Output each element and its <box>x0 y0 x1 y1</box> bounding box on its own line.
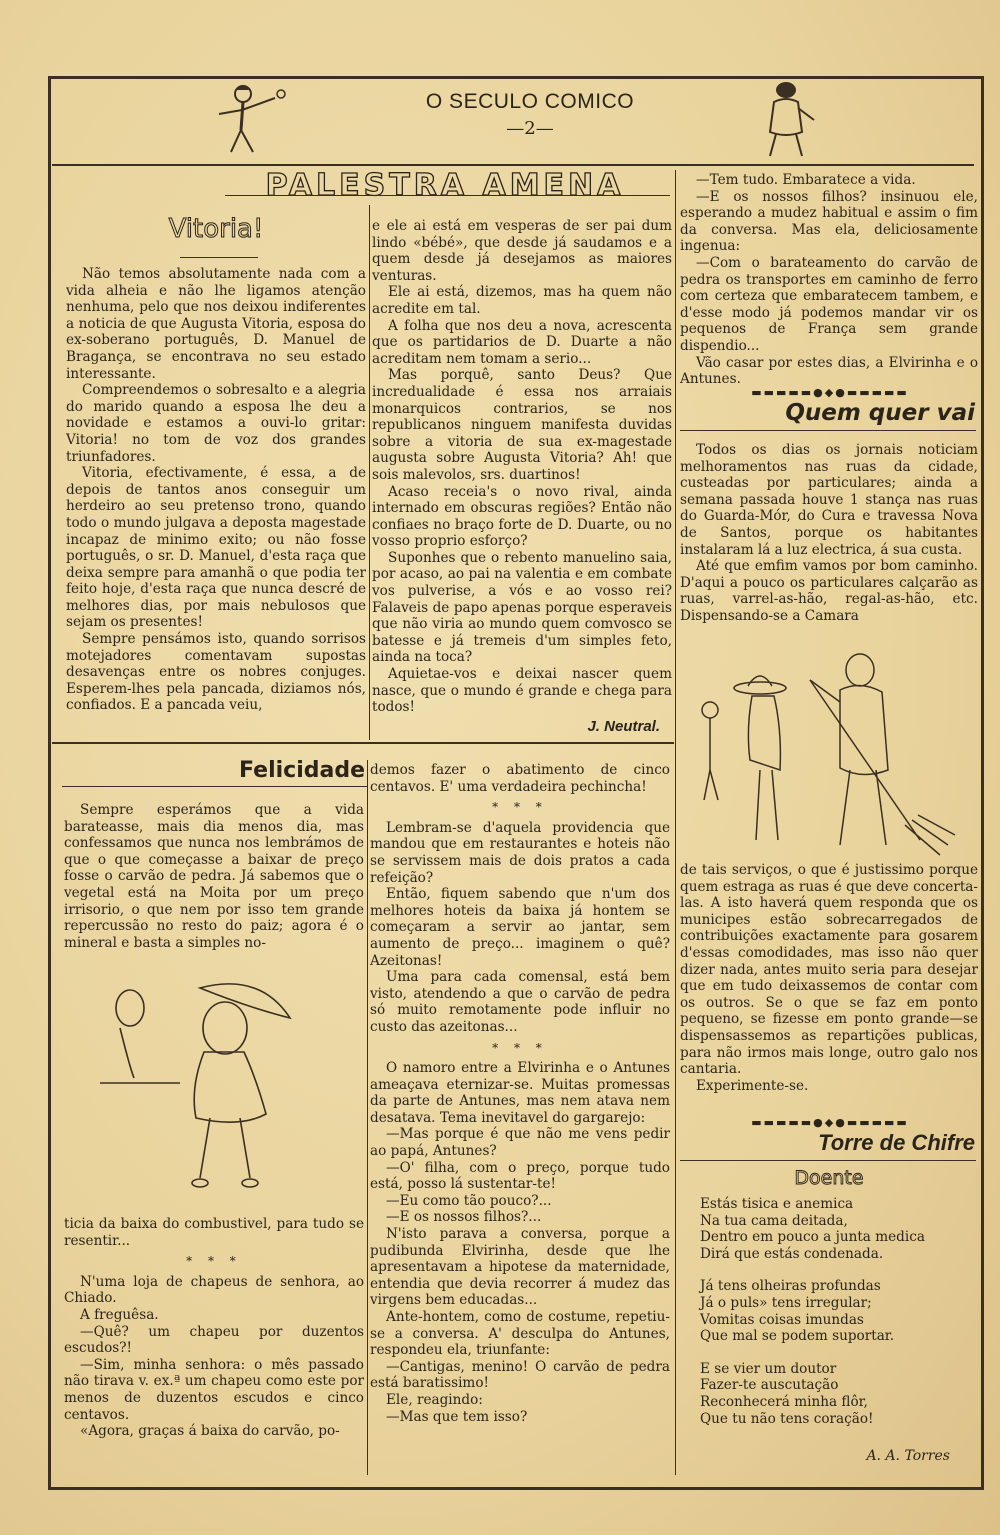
paragraph: —Sim, minha senhora: o mês passado não tirava v. ex.ª um chapeu como este por menos de duzentos escudos e cinco centavos. <box>64 1356 364 1423</box>
paragraph: —Quê? um chapeu por duzentos escudos?! <box>64 1323 364 1357</box>
header-right-figure <box>752 76 822 160</box>
column-rule <box>367 760 368 1475</box>
paragraph: Não temos absolutamente nada com a vida alheia e não lhe ligamos atenção nenhuma, pelo que nos deixou indiferentes a noticia de que Augusta Vitoria, esposa do ex-soberano português, D. Manuel de Bragança, se encontrava no seu estado interessante. <box>66 266 366 382</box>
stanza <box>700 1196 970 1262</box>
felicidade-heading-rule <box>62 786 367 787</box>
paragraph: «Agora, graças á baixa do carvão, po- <box>80 1423 340 1440</box>
paragraph: Ele ai está, dizemos, mas ha quem não acredite em tal. <box>372 284 672 317</box>
paragraph: Vão casar por estes dias, a Elvirinha e o Antunes. <box>680 354 978 388</box>
ornament-divider: ▬▬▬▬▬●◆●▬▬▬▬▬ <box>751 386 909 399</box>
paragraph: Lembram-se d'aquela providencia que mandou que em restaurantes e hoteis não se servissem mais de dois pratos a cada refeição? <box>370 819 670 886</box>
verse: Dirá que estás condenada. <box>700 1245 884 1262</box>
verse: Já o puls» tens irregular; <box>700 1294 872 1311</box>
palestra-heading-rule <box>225 195 670 196</box>
street-cleaning-illustration <box>690 640 978 860</box>
paragraph: —E os nossos filhos? insinuou ele, esperando a mudez habitual e assim o fim da conversa. Mas ela, deliciosamente ingenua: <box>680 188 978 255</box>
palestra-col2 <box>372 218 672 716</box>
verse: Reconhecerá minha flôr, <box>700 1393 868 1410</box>
paragraph: N'uma loja de chapeus de senhora, ao Chiado. <box>64 1273 364 1307</box>
paragraph: —Mas que tem isso? <box>386 1408 528 1425</box>
paragraph: e ele ai está em vesperas de ser pai dum lindo «bébé», que desde já saudamos e a quem desde já desejamos as maiores venturas. <box>372 218 672 284</box>
quem-bottom <box>680 862 978 1094</box>
section-stars: * * * <box>186 1254 242 1269</box>
right-top-column <box>680 172 978 388</box>
paragraph: Ele, reagindo: <box>386 1391 483 1408</box>
verse: Que tu não tens coração! <box>700 1410 874 1427</box>
ornament-divider: ▬▬▬▬▬●◆●▬▬▬▬▬ <box>751 1116 909 1129</box>
verse: Na tua cama deitada, <box>700 1212 848 1229</box>
felicidade-col1-top <box>64 802 364 951</box>
verse: Dentro em pouco a junta medica <box>700 1229 925 1246</box>
column-rule <box>369 205 370 740</box>
torre-poem <box>700 1196 970 1427</box>
paragraph: —Com o barateamento do carvão de pedra os transportes em caminho de ferro com certeza que embaratecem tambem, e d'esse modo já podemos mandar vir os pequenos de França sem grande dispendio... <box>680 254 978 354</box>
paragraph: —Cantigas, menino! O carvão de pedra está baratissimo! <box>370 1358 670 1392</box>
paragraph: Vitoria, efectivamente, é essa, a de depois de tantos anos conseguir um herdeiro ao seu pretenso trono, quando todo o mundo julgava a deposta magestade incapaz de minimo exito; ou não fosse português, o sr. D. Manuel, d'esta raça que deixa sempre para amanhã o que podia ter feito hoje, d'esta raça que nunca descré de melhores dias, por mais nebulosos que sejam os presentes! <box>66 465 366 631</box>
paragraph: Mas porquê, santo Deus? Que incredualidade é essa nos arraiais monarquicos contrarios, se nos republicanos ninguem manifesta duvidas sobre a vitoria de sua ex-magestade augusta sobre Augusta Vitoria? Ah! que sois malevolos, srs. duartinos! <box>372 367 672 483</box>
quem-heading-rule <box>680 430 976 431</box>
page-number: —2— <box>506 118 554 139</box>
vitoria-underline <box>180 257 258 258</box>
paragraph: demos fazer o abatimento de cinco centavos. E' uma verdadeira pechincha! <box>370 762 670 795</box>
section-stars: * * * <box>492 800 548 815</box>
header-rule <box>52 164 974 166</box>
verse: E se vier um doutor <box>700 1360 837 1377</box>
paragraph: A folha que nos deu a nova, acrescenta que os partidarios de D. Duarte a não acreditam nem tomam a serio... <box>372 317 672 367</box>
paragraph: —E os nossos filhos?... <box>386 1209 542 1226</box>
paragraph: —Eu como tão pouco?... <box>386 1192 552 1209</box>
paragraph: Sempre esperámos que a vida barateasse, mais dia menos dia, mas confessamos que nunca nos lembrámos de que o que começasse a baixar de preço fosse o carvão de pedra. Já sabemos que o vegetal está na Moita por um preço irrisorio, o que nem por isso tem grande repercussão no resto do paiz; agora é o mineral e basta a simples no- <box>64 802 364 951</box>
paragraph: Compreendemos o sobresalto e a alegria do marido quando a esposa lhe deu a novidade e estamos a ouvi-lo gritar: Vitoria! no tom de voz dos grandes triunfadores. <box>66 382 366 465</box>
section-divider <box>52 742 674 744</box>
vitoria-subtitle: Vitoria! <box>168 214 264 244</box>
paragraph: Aquietae-vos e deixai nascer quem nasce, que o mundo é grande e chega para todos! <box>372 666 672 716</box>
paragraph: Uma para cada comensal, está bem visto, atendendo a que o carvão de pedra só muito remotamente pode influir no custo das azeitonas... <box>370 969 670 1035</box>
palestra-heading: PALESTRA AMENA <box>265 168 625 203</box>
paragraph: A freguêsa. <box>80 1306 159 1323</box>
paragraph: O namoro entre a Elvirinha e o Antunes ameaçava eternizar-se. Muitas promessas da parte de Antunes, mas nem atava nem desatava. Tema inevitavel do gargarejo: <box>370 1060 670 1126</box>
stanza <box>700 1361 970 1427</box>
palestra-col1 <box>66 266 366 714</box>
felicidade-col1-bottom <box>64 1216 364 1440</box>
paragraph: Sempre pensámos isto, quando sorrisos motejadores comentavam supostas desavenças entre os nobres conjuges. Esperem-lhes pela pancada, diziamos nós, confiados. E a pancada veiu, <box>66 631 366 714</box>
torre-subtitle: Doente <box>794 1167 864 1189</box>
verse: Que mal se podem suportar. <box>700 1328 895 1345</box>
paragraph: —Mas porque é que não me vens pedir ao papá, Antunes? <box>370 1126 670 1160</box>
woman-umbrella-illustration <box>100 978 320 1208</box>
header-left-figure <box>205 78 295 158</box>
paragraph: Suponhes que o rebento manuelino saia, por acaso, ao pai na valentia e em combate vos pulverise, a vós e ao vosso rei? Falaveis de papo apenas porque esperaveis que não viria ao mundo quem comvosco se batesse e já tremeis d'um simples feto, ainda na toca? <box>372 549 672 666</box>
palestra-signature: J. Neutral. <box>587 718 660 735</box>
paragraph: Todos os dias os jornais noticiam melhoramentos nas ruas da cidade, custeadas por particulares; ainda a semana passada houve 1 stança nas ruas do Guarda-Mór, do Cura e travessa Nova de Santos, porque os habitantes instalaram lá a luz electrica, á sua custa. <box>680 442 978 558</box>
paragraph: N'isto parava a conversa, porque a pudibunda Elvirinha, desde que lhe apresentavam a hipotese da maternidade, entendia que devia recorrer á mudez das virgens bem educadas... <box>370 1226 670 1309</box>
verse: Vomitas coisas imundas <box>700 1311 864 1328</box>
stanza <box>700 1278 970 1344</box>
paragraph: Então, fiquem sabendo que n'um dos melhores hoteis da baixa já hontem se começaram a servir ao jantar, sem aumento de preço... imaginem o quê? Azeitonas! <box>370 886 670 969</box>
paragraph: Até que emfim vamos por bom caminho. D'aqui a pouco os particulares calçarão as ruas, varrel-as-hão, regal-as-hão, etc. Dispensando-se a Camara <box>680 558 978 624</box>
paragraph: Ante-hontem, como de costume, repetiu-se a conversa. A' desculpa do Antunes, respondeu ela, triunfante: <box>370 1309 670 1359</box>
felicidade-heading: Felicidade <box>239 758 365 783</box>
column-rule <box>675 170 676 1475</box>
paragraph: Experimente-se. <box>696 1077 809 1094</box>
masthead-title: O SECULO COMICO <box>425 90 635 113</box>
torre-signature: A. A. Torres <box>866 1448 950 1464</box>
section-stars: * * * <box>492 1040 548 1055</box>
felicidade-col2 <box>370 762 670 1425</box>
paragraph: de tais serviços, o que é justissimo porque quem estraga as ruas é que deve concerta-las. A isto haverá quem responda que os municipes estão sobrecarregados de contribuições exactamente para gosarem d'essas comodidades, mas isso não quer dizer nada, antes muito seria para desejar que em tudo deixassemos de contar com os outros. Se o que se faz em ponto pequeno, se fizesse em ponto grande—se dispensassemos as repartições publicas, para não irmos mais longe, outro galo nos cantaria. <box>680 862 978 1078</box>
paragraph: —O' filha, com o preço, porque tudo está, posso lá sustentar-te! <box>370 1159 670 1193</box>
verse: Estás tisica e anemica <box>700 1196 854 1212</box>
torre-heading: Torre de Chifre <box>818 1130 975 1155</box>
paragraph: Acaso receia's o novo rival, ainda internado em obscuras regiões? Então não confiaes no braço forte de D. Duarte, ou no vosso proprio esforço? <box>372 483 672 550</box>
verse: Já tens olheiras profundas <box>700 1278 881 1295</box>
verse: Fazer-te auscutação <box>700 1377 839 1394</box>
torre-heading-rule <box>680 1160 976 1161</box>
quem-heading: Quem quer vai <box>785 400 975 426</box>
quem-top <box>680 442 978 625</box>
paragraph: —Tem tudo. Embaratece a vida. <box>696 172 916 188</box>
paragraph: ticia da baixa do combustivel, para tudo se resentir... <box>64 1216 364 1249</box>
